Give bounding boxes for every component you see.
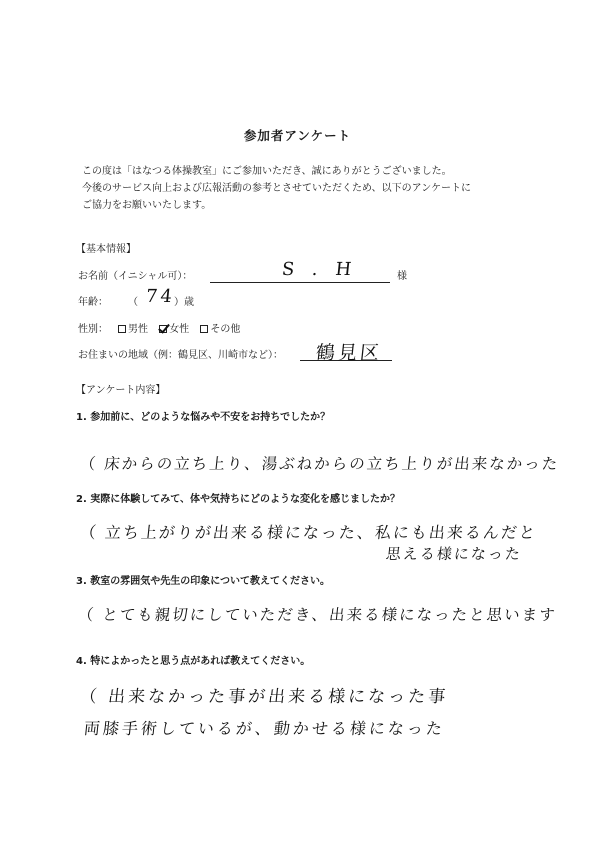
answer-3: （ とても親切にしていただき、出来る様になったと思います [76, 606, 558, 624]
area-value: 鶴見区 [314, 342, 384, 364]
question-2: 2. 実際に体験してみて、体や気持ちにどのような変化を感じましたか？ [76, 494, 401, 505]
gender-option-male[interactable] [118, 320, 148, 335]
answer-2-line-2: 思える様になった [385, 545, 523, 563]
basic-info-header: 【基本情報】 [76, 244, 136, 255]
intro-line: この度は「はなつる体操教室」にご参加いただき、誠にありがとうございました。 [82, 166, 452, 177]
age-close: ）歳 [174, 297, 194, 308]
area-label: お住まいの地域（例：鶴見区、川崎市など）： [78, 350, 283, 361]
gender-options [118, 320, 248, 335]
intro-line: ご協力をお願いいたします。 [82, 200, 212, 211]
answer-4-line-1: （ 出来なかった事が出来る様になった事 [78, 687, 450, 707]
gender-label: 性別： [78, 324, 108, 335]
checkbox-female-checked[interactable] [159, 325, 167, 333]
answer-4-line-2: 両膝手術しているが、動かせる様になった [82, 719, 446, 738]
answer-2-line-1: （ 立ち上がりが出来る様になった、私にも出来るんだと [78, 523, 538, 542]
form-title: 参加者アンケート [243, 128, 352, 143]
checkbox-other[interactable] [200, 325, 208, 333]
gender-option-female[interactable] [159, 320, 189, 335]
gender-option-other[interactable] [200, 320, 240, 335]
intro-line: 今後のサービス向上および広報活動の参考とさせていただくため、以下のアンケートに [82, 183, 471, 194]
question-3: 3. 教室の雰囲気や先生の印象について教えてください。 [76, 576, 331, 587]
name-suffix: 様 [397, 271, 407, 282]
question-4: 4. 特によかったと思う点があれば教えてください。 [76, 656, 311, 667]
name-label: お名前（イニシャル可）： [78, 271, 193, 282]
gender-option-label: 女性 [169, 324, 190, 335]
checkbox-male[interactable] [118, 325, 126, 333]
intro-text [82, 163, 471, 214]
age-open-paren: （ [128, 297, 138, 308]
gender-option-label: 男性 [128, 324, 148, 335]
age-label: 年齢： [78, 297, 108, 308]
question-1: 1. 参加前に、どのような悩みや不安をお持ちでしたか？ [76, 412, 331, 423]
name-value: S . H [280, 259, 359, 280]
survey-header: 【アンケート内容】 [76, 385, 166, 396]
answer-1: （ 床からの立ち上り、湯ぶねからの立ち上りが出来なかった [78, 455, 561, 473]
gender-option-label: その他 [210, 324, 241, 335]
age-value: 74 [144, 286, 177, 307]
